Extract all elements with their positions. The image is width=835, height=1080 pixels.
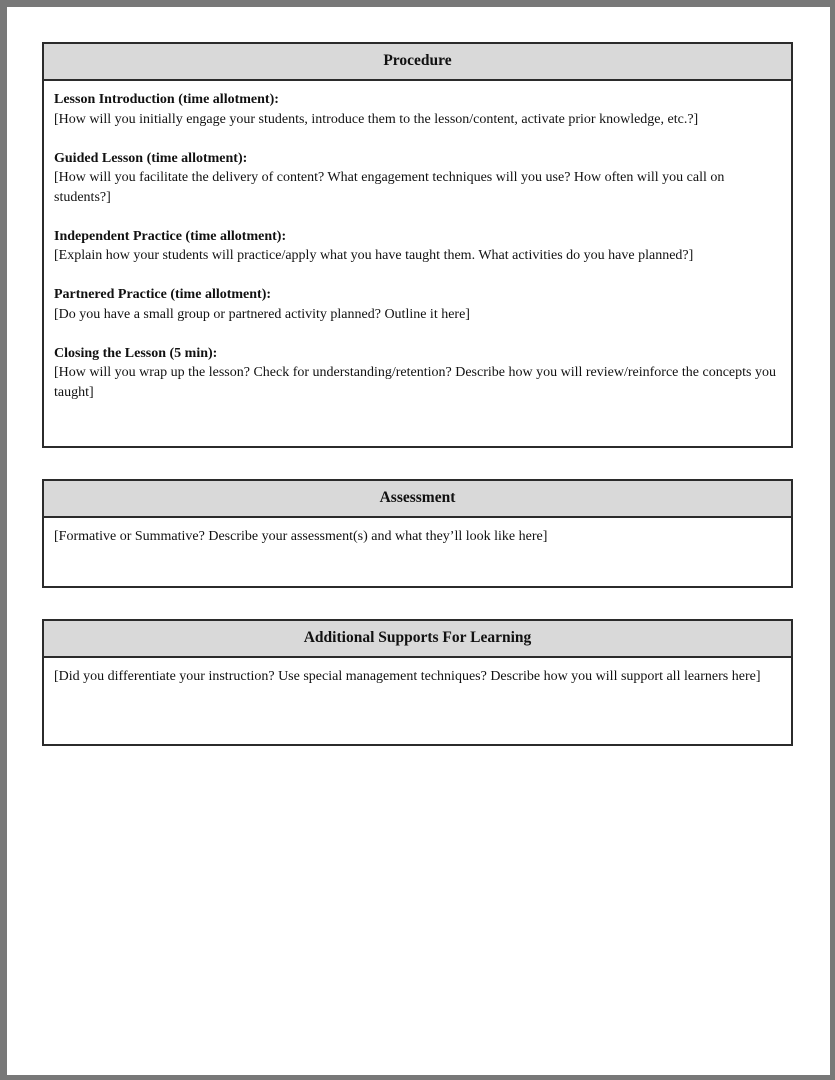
section-assessment-body [44, 518, 791, 586]
page-content [42, 42, 793, 777]
block-placeholder-text: [Formative or Summative? Describe your assessment(s) and what they’ll look like here] [54, 529, 548, 544]
block-heading: Closing the Lesson (5 min): [54, 345, 218, 361]
block-placeholder-text: [Did you differentiate your instruction? Use special management techniques? Describe how you will support all learners here] [54, 669, 761, 684]
block-heading: Guided Lesson (time allotment): [54, 150, 248, 166]
procedure-block-lesson-introduction [54, 90, 781, 129]
block-placeholder-text: [Do you have a small group or partnered activity planned? Outline it here] [54, 306, 470, 322]
section-procedure-body [44, 81, 791, 446]
section-additional-supports-body [44, 658, 791, 744]
section-additional-supports-title: Additional Supports For Learning [44, 621, 791, 658]
section-assessment [42, 479, 793, 588]
section-procedure-title: Procedure [44, 44, 791, 81]
procedure-block-independent-practice [54, 227, 781, 266]
assessment-block [54, 527, 781, 547]
block-placeholder-text: [How will you wrap up the lesson? Check for understanding/retention? Describe how you will review/reinforce the concepts you taught] [54, 365, 776, 400]
block-placeholder-text: [How will you initially engage your students, introduce them to the lesson/content, activate prior knowledge, etc.?] [54, 111, 699, 127]
section-additional-supports [42, 619, 793, 746]
procedure-block-closing-the-lesson [54, 344, 781, 403]
block-placeholder-text: [Explain how your students will practice/apply what you have taught them. What activities do you have planned?] [54, 248, 694, 263]
section-assessment-title: Assessment [44, 481, 791, 518]
procedure-block-partnered-practice [54, 285, 781, 324]
block-heading: Independent Practice (time allotment): [54, 228, 287, 244]
document-page [7, 7, 830, 1075]
procedure-block-guided-lesson [54, 149, 781, 208]
additional-supports-block [54, 667, 781, 687]
block-heading: Partnered Practice (time allotment): [54, 287, 272, 302]
section-procedure [42, 42, 793, 448]
block-heading: Lesson Introduction (time allotment): [54, 92, 279, 107]
block-placeholder-text: [How will you facilitate the delivery of content? What engagement techniques will you use? How often will you call on students?] [54, 170, 725, 205]
